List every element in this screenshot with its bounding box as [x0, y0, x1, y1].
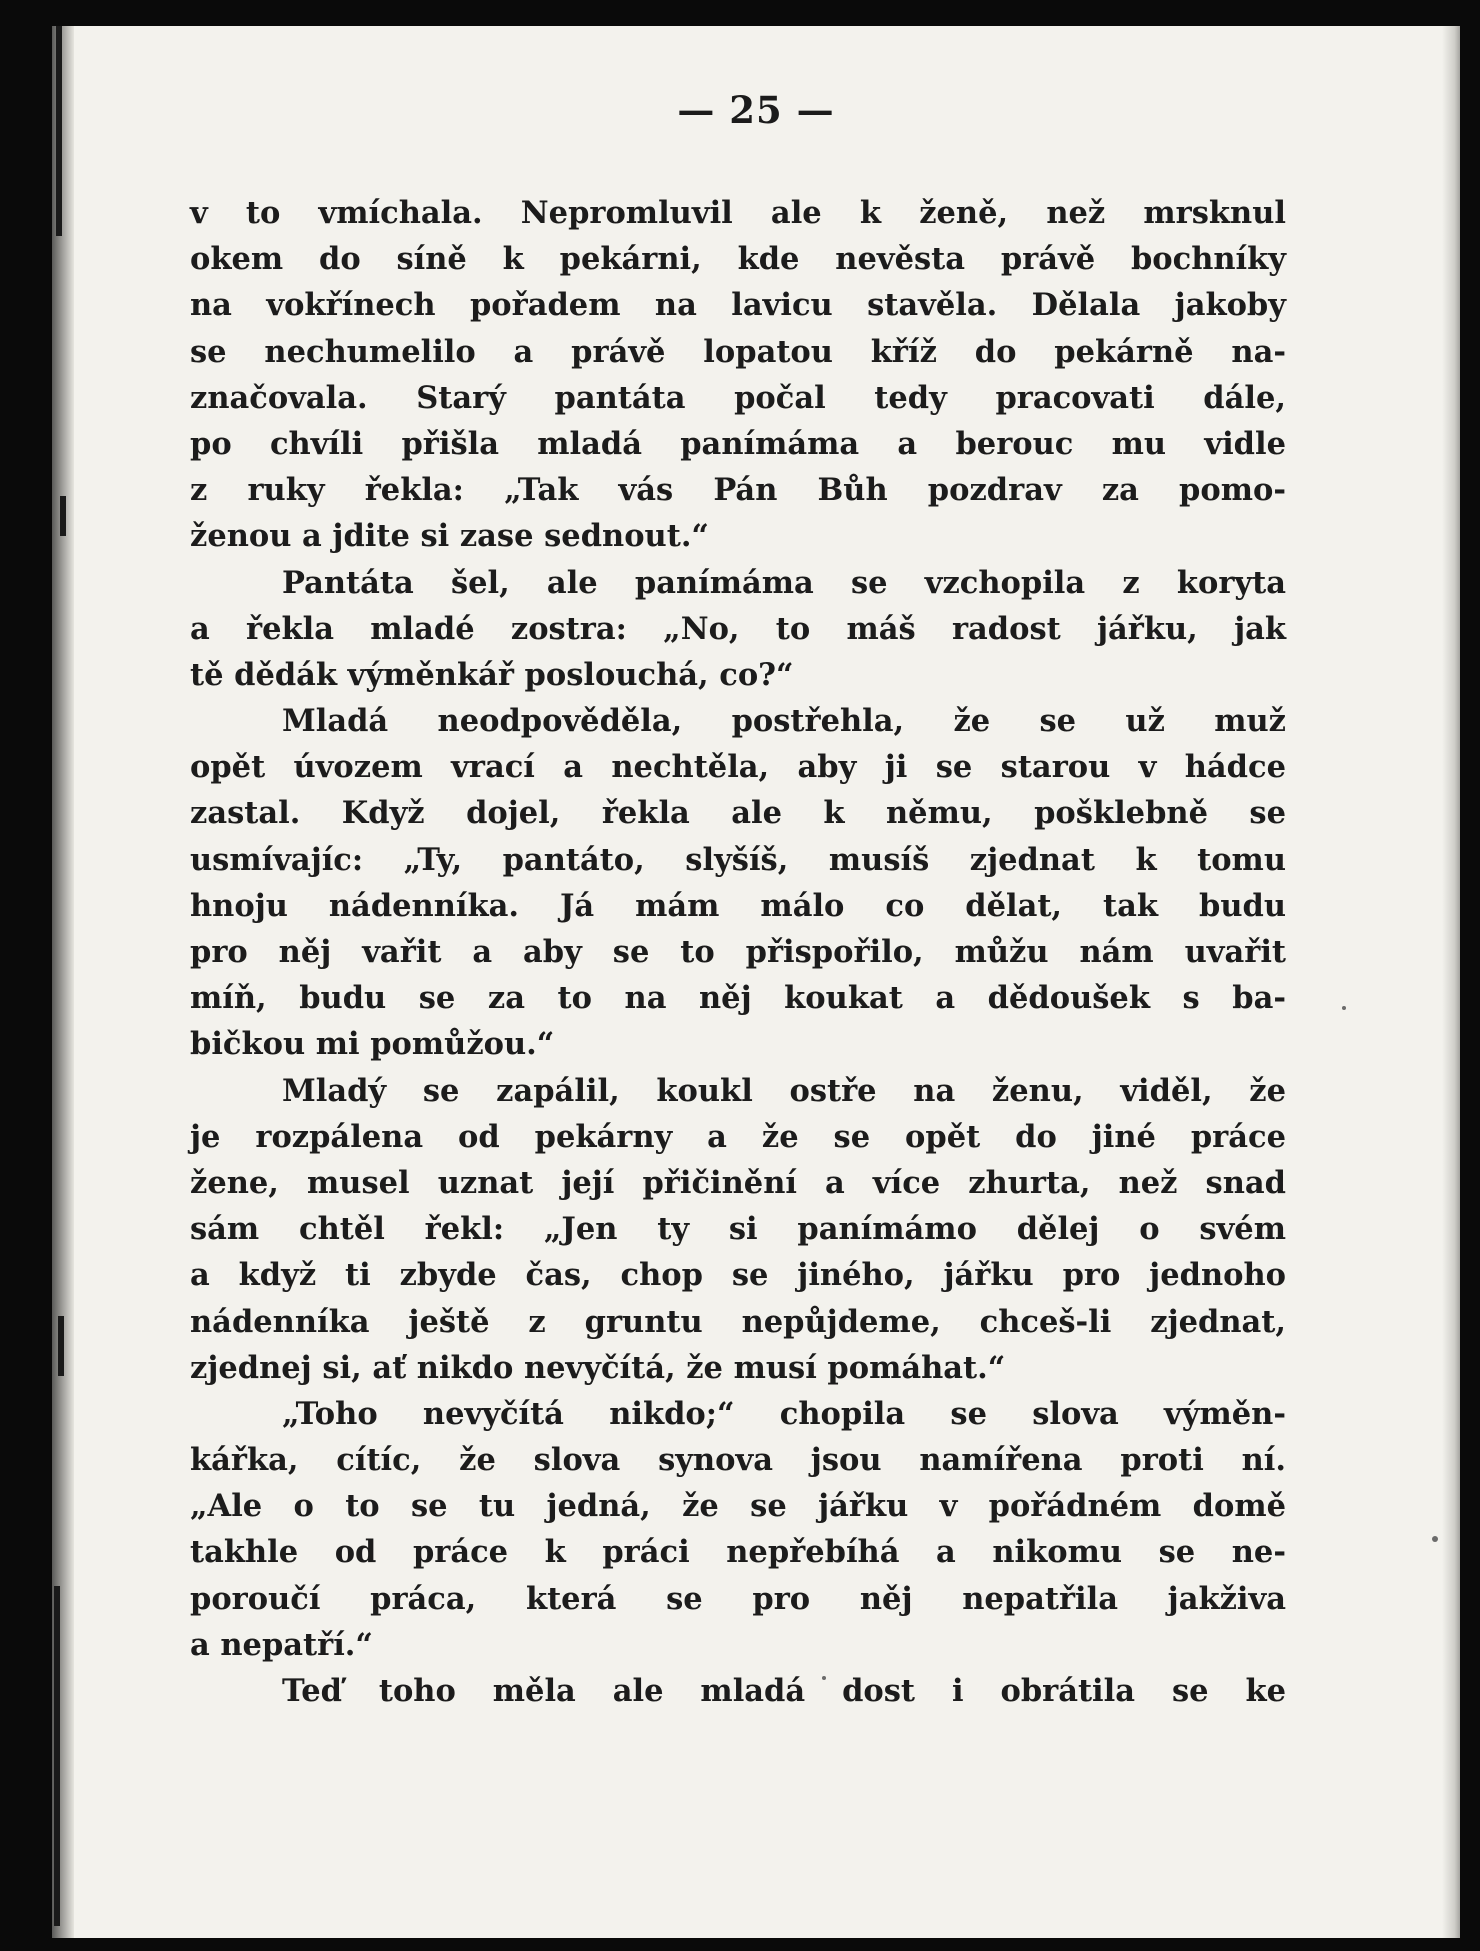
text-line: sám chtěl řekl: „Jen ty si panímámo dělej o svém: [190, 1211, 1286, 1248]
text-line: tě dědák výměnkář poslouchá, co?“: [190, 656, 794, 693]
text-line: Mladá neodpověděla, postřehla, že se už muž: [282, 703, 1286, 740]
text-line: zjednej si, ať nikdo nevyčítá, že musí pomáhat.“: [190, 1349, 1006, 1386]
text-line: a nepatří.“: [190, 1626, 373, 1663]
body-text: [190, 190, 1286, 1714]
text-line: a když ti zbyde čas, chop se jiného, jářku pro jednoho: [190, 1257, 1286, 1294]
paper-speck: [1342, 1006, 1346, 1010]
text-line: usmívajíc: „Ty, pantáto, slyšíš, musíš zjednat k tomu: [190, 841, 1286, 878]
text-line: Pantáta šel, ale panímáma se vzchopila z koryta: [282, 564, 1286, 601]
text-line: míň, budu se za to na něj koukat a dědoušek s ba-: [190, 980, 1286, 1017]
text-line: bičkou mi pomůžou.“: [190, 1026, 555, 1063]
text-line: Teď toho měla ale mladá dost i obrátila se ke: [282, 1673, 1286, 1709]
text-line: a řekla mladé zostra: „No, to máš radost jářku, jak: [190, 610, 1286, 647]
text-line: hnoju nádenníka. Já mám málo co dělat, tak budu: [190, 887, 1286, 924]
text-line: žene, musel uznat její přičinění a více zhurta, než snad: [190, 1164, 1286, 1201]
text-line: je rozpálena od pekárny a že se opět do jiné práce: [190, 1118, 1286, 1155]
binding-mark: [54, 1586, 60, 1926]
text-line: pro něj vařit a aby se to přispořilo, můžu nám uvařit: [190, 934, 1286, 970]
text-line: značovala. Starý pantáta počal tedy pracovati dále,: [190, 379, 1286, 416]
text-line: okem do síně k pekárni, kde nevěsta právě bochníky: [190, 241, 1286, 278]
page-number: — 25 —: [677, 88, 835, 132]
text-line: takhle od práce k práci nepřebíhá a nikomu se ne-: [190, 1534, 1286, 1571]
text-line: „Ale o to se tu jedná, že se jářku v pořádném domě: [190, 1488, 1286, 1525]
text-line: „Toho nevyčítá nikdo;“ chopila se slova výměn-: [282, 1395, 1286, 1432]
paper-speck: [1432, 1536, 1438, 1542]
text-line: Mladý se zapálil, koukl ostře na ženu, viděl, že: [282, 1072, 1286, 1109]
text-line: zastal. Když dojel, řekla ale k němu, pošklebně se: [190, 795, 1286, 832]
text-line: opět úvozem vrací a nechtěla, aby ji se starou v hádce: [190, 749, 1286, 786]
text-line: poroučí práca, která se pro něj nepatřila jakživa: [190, 1580, 1286, 1617]
binding-mark: [60, 496, 66, 536]
text-line: nádenníka ještě z gruntu nepůjdeme, chceš-li zjednat,: [190, 1303, 1286, 1340]
text-line: v to vmíchala. Nepromluvil ale k ženě, než mrsknul: [190, 195, 1286, 231]
book-page: [52, 26, 1460, 1938]
text-line: po chvíli přišla mladá panímáma a berouc mu vidle: [190, 425, 1286, 462]
page-edge-shadow: [1442, 26, 1460, 1938]
text-line: z ruky řekla: „Tak vás Pán Bůh pozdrav za pomo-: [190, 472, 1286, 509]
text-line: na vokřínech pořadem na lavicu stavěla. Dělala jakoby: [190, 287, 1286, 324]
text-line: ženou a jdite si zase sednout.“: [190, 518, 709, 555]
text-line: se nechumelilo a právě lopatou kříž do pekárně na-: [190, 333, 1286, 370]
text-line: kářka, cítíc, že slova synova jsou namířena proti ní.: [190, 1442, 1286, 1479]
binding-mark: [58, 1316, 64, 1376]
